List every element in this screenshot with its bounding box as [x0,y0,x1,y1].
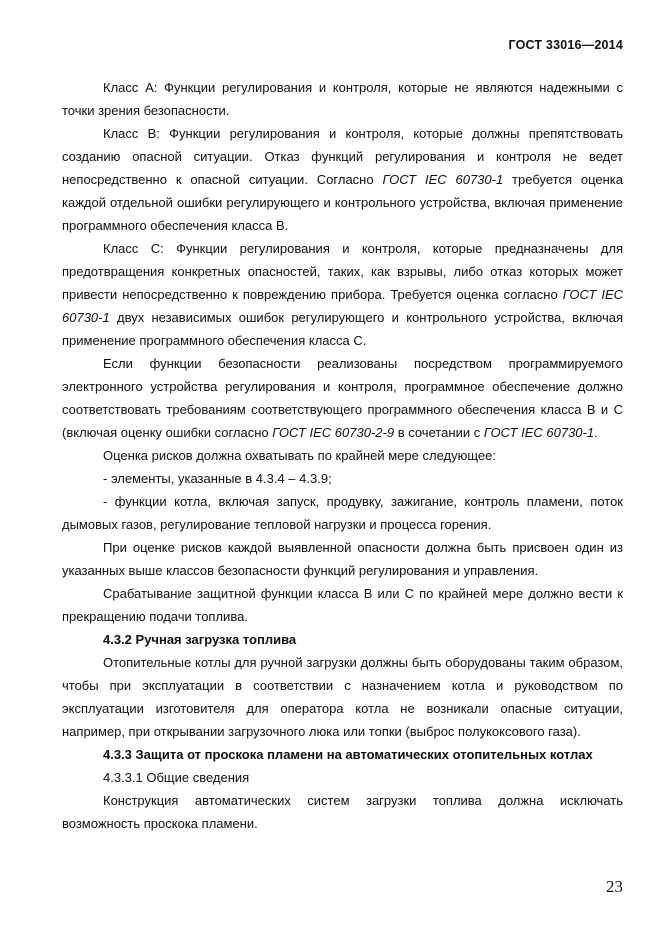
paragraph-text: . [594,425,598,440]
document-header: ГОСТ 33016—2014 [508,38,623,52]
paragraph-text: Класс В: Функции регулирования и контроля, которые должны препятствовать созданию опасной ситуации. Отказ функций регулирования и контроля не ведет непосредственно к опасной ситуации. Согласно [62,126,623,187]
paragraph [62,122,623,237]
paragraph [62,237,623,352]
paragraph-text: - элементы, указанные в 4.3.4 – 4.3.9; [103,471,332,486]
paragraph [62,467,623,490]
standard-reference: ГОСТ IEC 60730-2-9 [272,425,395,440]
paragraph-text: 4.3.2 Ручная загрузка топлива [103,632,297,647]
page-number: 23 [606,877,623,896]
paragraph [62,444,623,467]
section-heading [62,743,623,766]
paragraph-text: в сочетании с [394,425,484,440]
body-text [62,76,623,835]
paragraph-text: Срабатывание защитной функции класса В или С по крайней мере должно вести к прекращению подачи топлива. [62,586,623,624]
paragraph [62,490,623,536]
standard-reference: ГОСТ IEC 60730-1 [483,425,595,440]
paragraph-text: 4.3.3.1 Общие сведения [103,770,250,785]
paragraph [62,651,623,743]
paragraph-text: При оценке рисков каждой выявленной опасности должна быть присвоен один из указанных выше классов безопасности функций регулирования и управления. [62,540,623,578]
paragraph-text: двух независимых ошибок регулирующего и контрольного устройства, включая применение программного обеспечения класса С. [62,310,623,348]
standard-reference: ГОСТ IEC 60730-1 [62,287,623,325]
paragraph-text: 4.3.3 Защита от проскока пламени на автоматических отопительных котлах [103,747,593,762]
paragraph-text: Если функции безопасности реализованы посредством программируемого электронного устройства регулирования и контроля, программное обеспечение должно соответствовать требованиям соответствующего программного обеспечения класса В и С (включая оценку ошибки согласно [62,356,623,440]
paragraph [62,536,623,582]
paragraph [62,352,623,444]
paragraph [62,76,623,122]
paragraph [62,582,623,628]
paragraph-text: требуется оценка каждой отдельной ошибки регулирующего и контрольного устройства, включая применение программного обеспечения класса В. [62,172,623,233]
standard-reference: ГОСТ IEC 60730-1 [382,172,504,187]
paragraph-text: Класс А: Функции регулирования и контроля, которые не являются надежными с точки зрения безопасности. [62,80,623,118]
paragraph-text: Оценка рисков должна охватывать по крайней мере следующее: [103,448,496,463]
paragraph [62,766,623,789]
paragraph-text: - функции котла, включая запуск, продувку, зажигание, контроль пламени, поток дымовых газов, регулирование тепловой нагрузки и процесса горения. [62,494,623,532]
paragraph-text: Отопительные котлы для ручной загрузки должны быть оборудованы таким образом, чтобы при эксплуатации в соответствии с назначением котла и руководством по эксплуатации изготовителя для оператора котла не возникали опасные ситуации, например, при открывании загрузочного люка или топки (выброс полукоксового газа). [62,655,623,739]
section-heading [62,628,623,651]
paragraph [62,789,623,835]
paragraph-text: Класс С: Функции регулирования и контроля, которые предназначены для предотвращения конкретных опасностей, таких, как взрывы, либо отказ которых может привести непосредственно к повреждению прибора. Требуется оценка согласно [62,241,623,302]
paragraph-text: Конструкция автоматических систем загрузки топлива должна исключать возможность проскока пламени. [62,793,623,831]
